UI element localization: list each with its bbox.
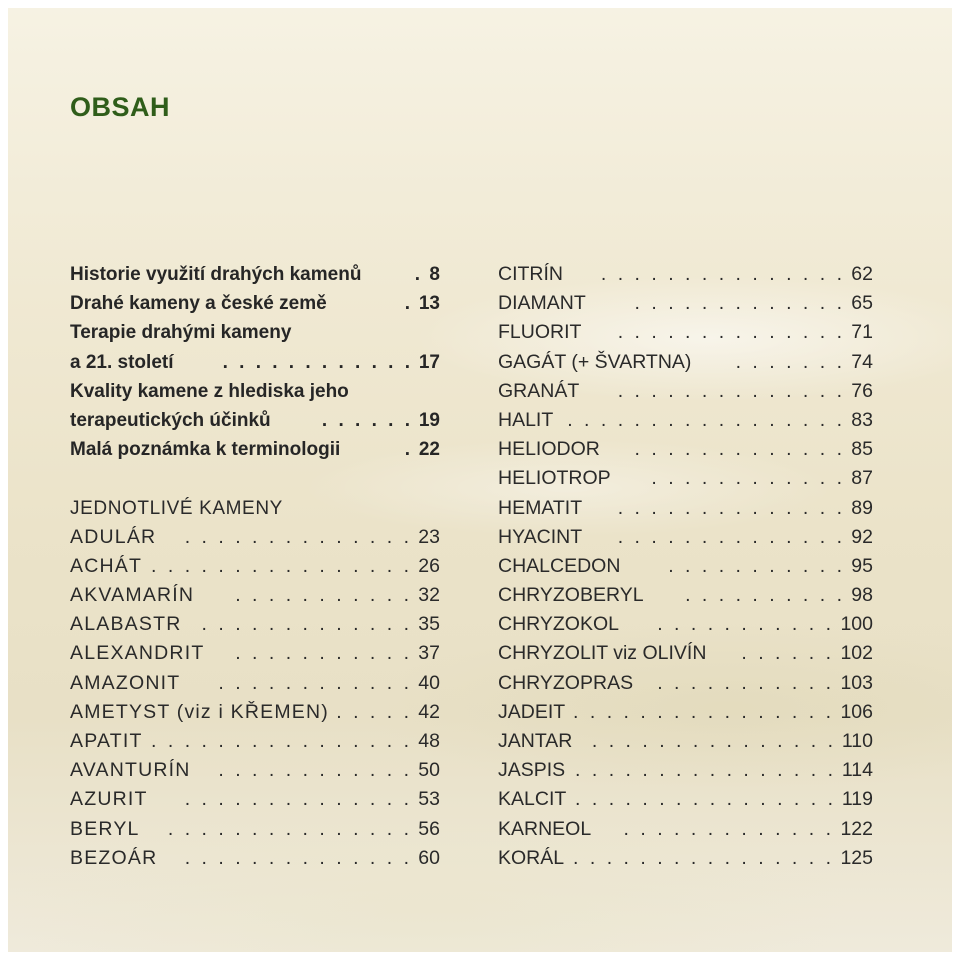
section-heading: JEDNOTLIVÉ KAMENY xyxy=(70,497,283,519)
toc-entry-page: 40 xyxy=(418,671,440,694)
toc-entry-label: CHRYZOLIT viz OLIVÍN xyxy=(498,642,707,665)
toc-entry[interactable] xyxy=(498,523,873,552)
toc-entry-label: ALABASTR xyxy=(70,613,182,636)
toc-entry-page: 110 xyxy=(841,730,873,752)
toc-entry-label: HELIOTROP xyxy=(498,467,611,490)
toc-entry-label: CHRYZOPRAS xyxy=(498,671,634,694)
toc-entry[interactable] xyxy=(498,318,873,347)
toc-leader-dots: . xyxy=(414,264,423,285)
toc-entry-page: 62 xyxy=(851,263,873,285)
toc-entry-page: 17 xyxy=(418,351,440,373)
toc-leader-dots: . . . . . . . . . . . . . . xyxy=(617,379,845,402)
toc-entry-page: 35 xyxy=(418,613,440,636)
toc-entry[interactable] xyxy=(70,377,440,406)
toc-entry-page: 56 xyxy=(418,817,440,840)
toc-entry-page: 65 xyxy=(851,292,873,315)
toc-entry[interactable] xyxy=(498,552,873,581)
toc-leader-dots: . xyxy=(404,439,413,461)
toc-entry-page: 42 xyxy=(418,700,440,723)
toc-leader-dots: . . . . . . . . . . xyxy=(685,584,845,607)
toc-leader-dots: . . . . . . . . . . . . . . . . xyxy=(151,730,412,752)
toc-entry-page: 102 xyxy=(840,642,873,665)
toc-entry-label: HELIODOR xyxy=(498,438,600,461)
toc-leader-dots: . . . . . . xyxy=(741,642,834,665)
intro-list xyxy=(70,260,440,464)
toc-entry-label: KORÁL xyxy=(498,846,565,869)
toc-leader-dots: . . . . . . . . . . . . xyxy=(218,759,412,782)
toc-entry[interactable] xyxy=(498,348,873,377)
toc-entry[interactable] xyxy=(498,610,873,639)
toc-entry-page: 53 xyxy=(418,788,440,811)
toc-entry[interactable] xyxy=(498,639,873,668)
toc-entry-label: ACHÁT xyxy=(70,554,143,577)
toc-entry-label: JASPIS xyxy=(498,759,566,782)
toc-entry-label: Historie využití drahých kamenů xyxy=(70,264,362,285)
toc-entry[interactable] xyxy=(498,260,873,289)
toc-entry-label: JADEIT xyxy=(498,700,566,723)
toc-entry-page: 122 xyxy=(840,817,873,840)
toc-entry-page: 26 xyxy=(418,554,440,577)
toc-leader-dots: . . . . . . . . . . . . . . . . xyxy=(575,788,836,811)
toc-leader-dots: . . . . . . . . . . . xyxy=(235,584,412,607)
toc-leader-dots: . . . . . . . . . . . . . xyxy=(623,817,834,840)
toc-leader-dots: . . . . . . . . . . . . . . xyxy=(184,525,412,548)
toc-leader-dots: . xyxy=(404,293,413,315)
toc-entry[interactable] xyxy=(498,815,873,844)
toc-entry[interactable] xyxy=(70,727,440,756)
toc-entry-page: 22 xyxy=(418,439,440,461)
toc-entry-page: 13 xyxy=(418,293,440,315)
toc-column-right xyxy=(498,260,873,873)
toc-entry-label: HEMATIT xyxy=(498,496,583,519)
toc-entry-page: 83 xyxy=(851,408,873,431)
toc-entry[interactable] xyxy=(498,406,873,435)
toc-leader-dots: . . . . . . . . . . . . . . . xyxy=(167,817,412,840)
toc-entry-label: GRANÁT xyxy=(498,379,580,402)
toc-entry-page: 106 xyxy=(840,700,873,723)
toc-entry-page: 50 xyxy=(418,759,440,782)
toc-entry-page: 95 xyxy=(851,554,873,577)
toc-page xyxy=(8,8,952,952)
toc-leader-dots: . . . . . . . . . . . . . . xyxy=(184,846,412,869)
toc-entry[interactable] xyxy=(70,318,440,347)
toc-entry-label: AMETYST (viz i KŘEMEN) xyxy=(70,700,329,723)
toc-entry[interactable] xyxy=(498,669,873,698)
toc-entry-label: ADULÁR xyxy=(70,525,157,548)
toc-entry-page: 100 xyxy=(840,613,873,636)
toc-leader-dots: . . . . . . . . . . . xyxy=(657,671,834,694)
stones-list-left xyxy=(70,523,440,873)
toc-leader-dots: . . . . . . . . . . . . . xyxy=(201,613,412,636)
toc-entry[interactable] xyxy=(498,377,873,406)
toc-entry[interactable] xyxy=(498,581,873,610)
toc-entry-label: DIAMANT xyxy=(498,292,586,315)
toc-entry-page: 114 xyxy=(841,759,873,782)
stones-list-right xyxy=(498,260,873,873)
toc-entry-label: JANTAR xyxy=(498,730,573,752)
toc-leader-dots: . . . . . . . . . . . . xyxy=(222,351,413,373)
toc-entry-page: 98 xyxy=(851,584,873,607)
toc-entry-label: KALCIT xyxy=(498,788,567,811)
toc-leader-dots: . . . . . . . . . . . . xyxy=(218,671,412,694)
toc-entry[interactable] xyxy=(70,523,440,552)
toc-entry[interactable] xyxy=(498,756,873,785)
toc-entry-label: BEZOÁR xyxy=(70,846,158,869)
toc-entry[interactable] xyxy=(498,727,873,756)
toc-entry-label: CHALCEDON xyxy=(498,554,621,577)
toc-entry[interactable] xyxy=(70,435,440,464)
toc-entry[interactable] xyxy=(498,464,873,493)
toc-entry-label: a 21. století xyxy=(70,351,174,373)
toc-leader-dots: . . . . . . . . . . . xyxy=(657,613,834,636)
toc-entry-page: 48 xyxy=(418,730,440,752)
toc-entry-page: 92 xyxy=(851,525,873,548)
toc-leader-dots: . . . . . . . . . . . . xyxy=(651,467,845,490)
toc-entry[interactable] xyxy=(70,785,440,814)
toc-entry-label: terapeutických účinků xyxy=(70,409,271,431)
toc-entry[interactable] xyxy=(70,639,440,668)
toc-leader-dots: . . . . . xyxy=(336,700,412,723)
toc-leader-dots: . . . . . . . . . . . xyxy=(668,554,845,577)
toc-entry-page: 71 xyxy=(851,321,873,344)
toc-entry-label: CITRÍN xyxy=(498,263,563,285)
toc-leader-dots: . . . . . . . . . . . . . . . . xyxy=(573,846,834,869)
toc-entry[interactable] xyxy=(70,844,440,873)
toc-entry[interactable] xyxy=(498,435,873,464)
toc-leader-dots: . . . . . . . . . . . . . . xyxy=(617,321,845,344)
toc-entry[interactable] xyxy=(498,494,873,523)
toc-entry-label: AVANTURÍN xyxy=(70,759,191,782)
toc-leader-dots: . . . . . . . . . . . . . . xyxy=(184,788,412,811)
toc-entry-page: 85 xyxy=(851,438,873,461)
toc-entry[interactable] xyxy=(70,698,440,727)
toc-entry[interactable] xyxy=(70,406,440,435)
page-title: OBSAH xyxy=(70,92,171,122)
toc-entry-page: 89 xyxy=(851,496,873,519)
toc-entry[interactable] xyxy=(498,289,873,318)
toc-entry-page: 37 xyxy=(418,642,440,665)
toc-entry[interactable] xyxy=(70,552,440,581)
toc-entry-page: 32 xyxy=(418,584,440,607)
toc-entry-label: Drahé kameny a české země xyxy=(70,293,327,315)
toc-leader-dots: . . . . . . . . . . . . . . . . . xyxy=(567,408,845,431)
toc-entry[interactable] xyxy=(70,348,440,377)
toc-leader-dots: . . . . . . . . . . . . . . xyxy=(617,496,845,519)
toc-leader-dots: . . . . . . . . . . . . . . . xyxy=(591,730,836,752)
toc-entry-label: CHRYZOBERYL xyxy=(498,584,644,607)
toc-entry-label: AZURIT xyxy=(70,788,148,811)
toc-entry-label: Terapie drahými kameny xyxy=(70,322,292,344)
toc-leader-dots: . . . . . . . . . . . . . . . . xyxy=(575,759,836,782)
toc-entry[interactable] xyxy=(498,844,873,873)
toc-leader-dots: . . . . . . . . . . . . . xyxy=(634,292,845,315)
toc-entry-label: Malá poznámka k terminologii xyxy=(70,439,341,461)
toc-entry-label: HYACINT xyxy=(498,525,583,548)
toc-entry[interactable] xyxy=(498,785,873,814)
toc-entry-page: 103 xyxy=(840,671,873,694)
toc-entry-page: 8 xyxy=(429,264,440,285)
toc-entry[interactable] xyxy=(70,610,440,639)
toc-entry[interactable] xyxy=(70,289,440,318)
toc-entry-label: ALEXANDRIT xyxy=(70,642,205,665)
toc-entry-label: AMAZONIT xyxy=(70,671,181,694)
toc-entry-page: 119 xyxy=(841,788,873,811)
toc-entry[interactable] xyxy=(498,698,873,727)
toc-entry[interactable] xyxy=(70,669,440,698)
toc-entry-label: APATIT xyxy=(70,730,143,752)
toc-entry[interactable] xyxy=(70,260,440,289)
toc-entry-label: FLUORIT xyxy=(498,321,582,344)
toc-entry[interactable] xyxy=(70,581,440,610)
toc-entry-label: BERYL xyxy=(70,817,140,840)
toc-entry-label: KARNEOL xyxy=(498,817,592,840)
toc-entry-page: 76 xyxy=(851,379,873,402)
toc-entry-label: HALIT xyxy=(498,408,554,431)
toc-entry-label: GAGÁT (+ ŠVARTNA) xyxy=(498,350,692,373)
toc-leader-dots: . . . . . . xyxy=(321,409,413,431)
toc-entry-label: AKVAMARÍN xyxy=(70,584,195,607)
toc-entry-label: CHRYZOKOL xyxy=(498,613,619,636)
toc-entry-page: 19 xyxy=(418,409,440,431)
toc-entry-label: Kvality kamene z hlediska jeho xyxy=(70,380,349,402)
toc-leader-dots: . . . . . . . . . . . . . . . . xyxy=(151,554,412,577)
toc-leader-dots: . . . . . . . . . . . . . . xyxy=(617,525,845,548)
toc-column-left xyxy=(70,260,440,873)
toc-entry[interactable] xyxy=(70,815,440,844)
toc-entry-page: 23 xyxy=(418,525,440,548)
toc-entry-page: 60 xyxy=(418,846,440,869)
toc-entry-page: 87 xyxy=(851,467,873,490)
toc-leader-dots: . . . . . . . . . . . . . xyxy=(634,438,845,461)
toc-leader-dots: . . . . . . . . . . . xyxy=(235,642,412,665)
toc-leader-dots: . . . . . . . . . . . . . . . . xyxy=(573,700,834,723)
toc-leader-dots: . . . . . . . xyxy=(735,350,845,373)
toc-entry[interactable] xyxy=(70,756,440,785)
toc-leader-dots: . . . . . . . . . . . . . . . xyxy=(600,263,845,285)
toc-entry-page: 74 xyxy=(851,350,873,373)
toc-entry-page: 125 xyxy=(840,846,873,869)
